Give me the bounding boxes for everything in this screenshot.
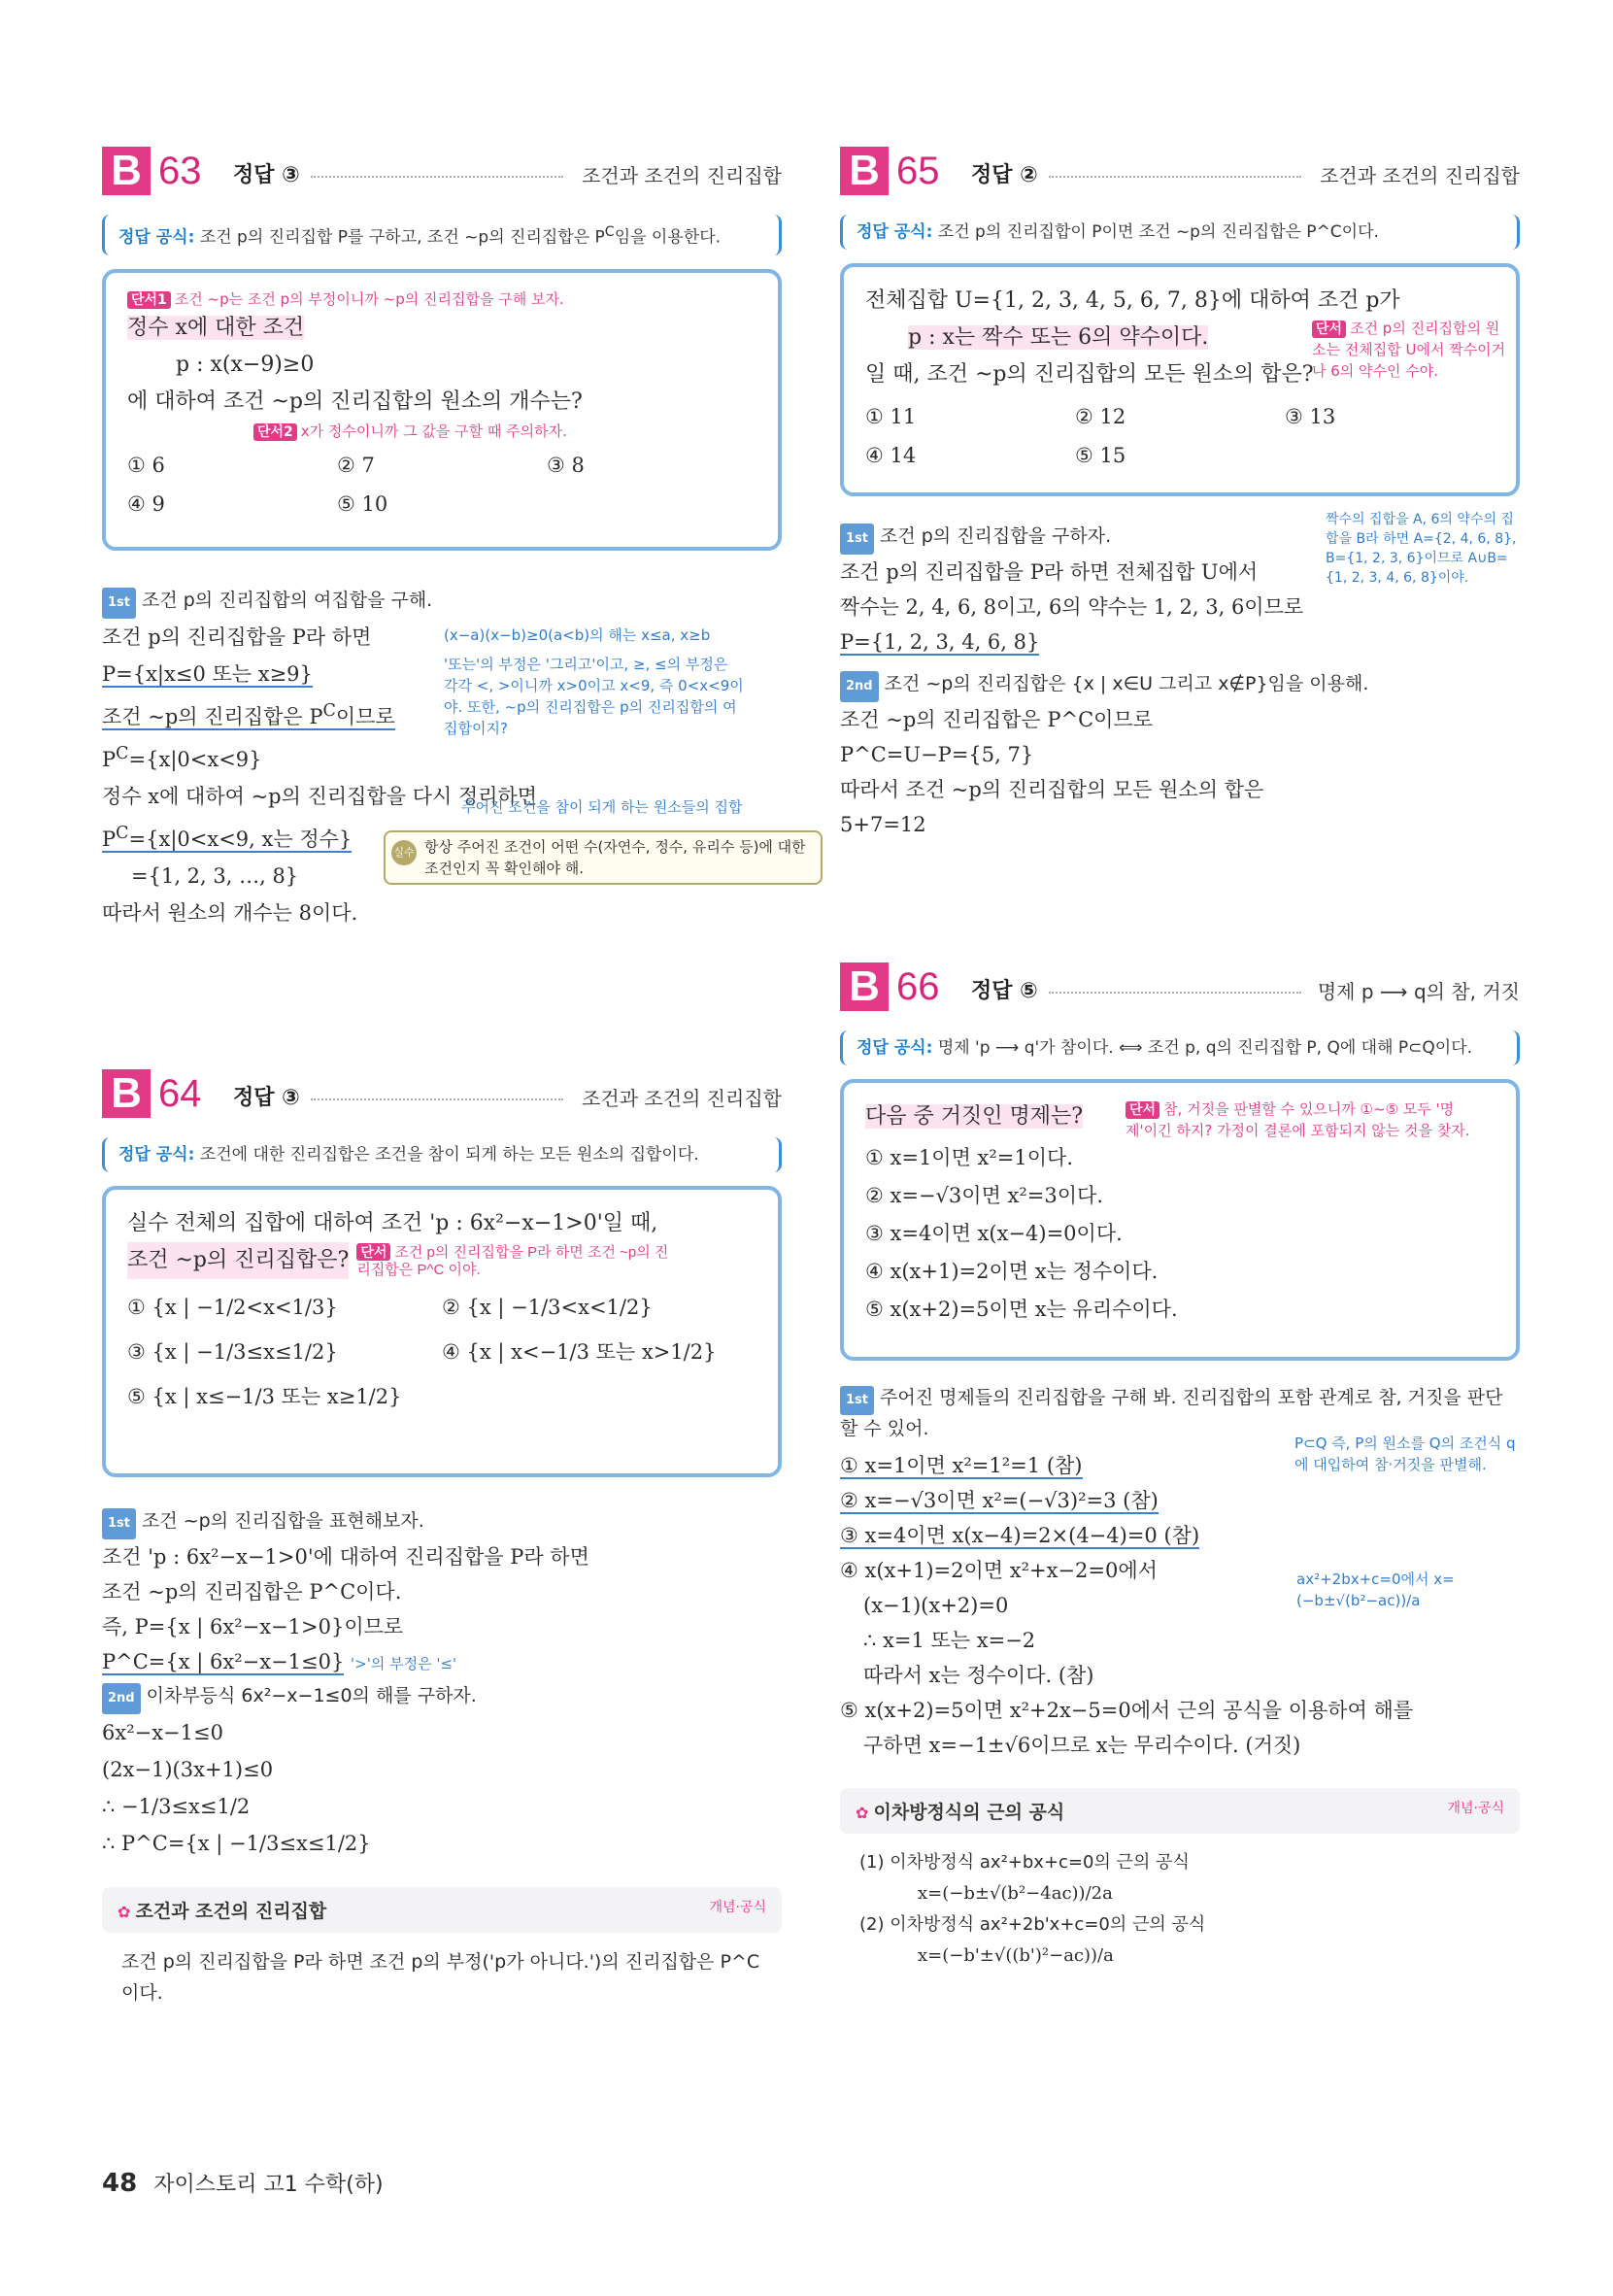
hint-tag: 단서 xyxy=(1126,1101,1159,1119)
choice-4[interactable]: ④ 9 xyxy=(127,491,165,516)
hint-text: 조건 p의 진리집합의 원소는 전체집합 U에서 짝수이거나 6의 약수인 수야. xyxy=(1312,320,1506,380)
sol-line: ∴ −1/3≤x≤1/2 xyxy=(102,1795,251,1818)
concept-body: 조건 p의 진리집합을 P라 하면 조건 p의 부정('p가 아니다.')의 진리집합은 P^C이다. xyxy=(121,1951,760,2004)
question-line-3: 일 때, 조건 ~p의 진리집합의 모든 원소의 합은? xyxy=(865,362,1314,387)
question-line-2: p : x는 짝수 또는 6의 약수이다. xyxy=(908,325,1209,350)
answer-formula xyxy=(840,215,1520,250)
step-title: 이차부등식 6x²−x−1≤0의 해를 구하자. xyxy=(146,1685,477,1706)
sol-line: ∴ x=1 또는 x=−2 xyxy=(863,1629,1036,1652)
problem-number: 64 xyxy=(158,1072,202,1115)
solution xyxy=(102,586,806,931)
sol-sup: C xyxy=(116,823,129,843)
answer-formula xyxy=(102,215,782,255)
side-note: '>'의 부정은 '≤' xyxy=(351,1655,457,1672)
formula-text-end: 임을 이용한다. xyxy=(614,227,722,248)
sol-line: ={1, 2, 3, …, 8} xyxy=(131,863,299,888)
formula-text: 조건에 대한 진리집합은 조건을 참이 되게 하는 모든 원소의 집합이다. xyxy=(199,1145,699,1165)
choice-5[interactable]: ⑤ 15 xyxy=(1075,444,1126,467)
question-text xyxy=(127,1205,756,1279)
sol-line: ∴ P^C={x | −1/3≤x≤1/2} xyxy=(102,1832,371,1855)
choice-2[interactable]: ② 7 xyxy=(337,453,375,477)
choice-5[interactable]: ⑤ {x | x≤−1/3 또는 x≥1/2} xyxy=(127,1385,402,1408)
choice-5[interactable]: ⑤ x(x+2)=5이면 x는 유리수이다. xyxy=(865,1298,1178,1321)
choice-3[interactable]: ③ 13 xyxy=(1285,405,1336,428)
step-title: 조건 p의 진리집합을 구하자. xyxy=(880,525,1112,547)
concept-title: 조건과 조건의 진리집합 xyxy=(135,1901,327,1922)
choice-4[interactable]: ④ {x | x<−1/3 또는 x>1/2} xyxy=(442,1340,717,1364)
question-box xyxy=(102,269,782,551)
sol-line: P={1, 2, 3, 4, 6, 8} xyxy=(840,630,1040,654)
dotted-leader xyxy=(311,176,563,178)
sol-line: ⑤ x(x+2)=5이면 x²+2x−5=0에서 근의 공식을 이용하여 해를 xyxy=(840,1699,1414,1722)
book-title: 자이스토리 고1 수학(하) xyxy=(153,2173,384,2197)
step-title: 주어진 명제들의 진리집합을 구해 봐. 진리집합의 포함 관계로 참, 거짓을 판단할 수 있어. xyxy=(840,1387,1503,1439)
sol-line: 즉, P={x | 6x²−x−1>0}이므로 xyxy=(102,1615,404,1638)
sol-line: 조건 'p : 6x²−x−1>0'에 대하여 진리집합을 P라 하면 xyxy=(102,1545,589,1569)
dotted-leader xyxy=(1049,176,1301,178)
answer-formula xyxy=(840,1030,1520,1065)
question-box xyxy=(840,263,1520,496)
sol-line: P^C=U−P={5, 7} xyxy=(840,743,1034,766)
question-line-1: 다음 중 거짓인 명제는? xyxy=(865,1104,1084,1129)
solution-lines-1 xyxy=(102,1539,782,1679)
sol-line-end: 이므로 xyxy=(335,704,395,728)
concept-formula-1: x=(−b±√(b²−4ac))/2a xyxy=(918,1883,1113,1904)
section-badge: B xyxy=(840,147,889,195)
formula-label: 정답 공식: xyxy=(118,1145,195,1165)
concept-box xyxy=(840,1788,1520,1985)
choice-5[interactable]: ⑤ 10 xyxy=(337,491,388,516)
side-note: 짝수의 집합을 A, 6의 약수의 집합을 B라 하면 A={2, 4, 6, 8}, B={1, 2, 3, 6}이므로 A∪B={1, 2, 3, 4, 6, 8}이야. xyxy=(1326,512,1517,586)
concept-item-2: (2) 이차방정식 ax²+2b'x+c=0의 근의 공식 xyxy=(859,1914,1206,1935)
formula-label: 정답 공식: xyxy=(857,1038,933,1058)
choice-2[interactable]: ② 12 xyxy=(1075,405,1126,428)
section-badge: B xyxy=(102,1069,151,1118)
answer-label: 정답 ③ xyxy=(233,1086,300,1110)
choice-1[interactable]: ① 6 xyxy=(127,453,165,477)
question-box xyxy=(102,1186,782,1477)
section-badge: B xyxy=(840,962,889,1011)
step-tag: 1st xyxy=(102,1508,136,1539)
hint-text: 조건 ~p는 조건 p의 부정이니까 ~p의 진리집합을 구해 보자. xyxy=(174,289,564,308)
flower-icon: ✿ xyxy=(856,1804,869,1822)
solution xyxy=(102,1506,782,2022)
sol-line-end: ={x|0<x<9, x는 정수} xyxy=(128,827,353,851)
step-title: 조건 ~p의 진리집합을 표현해보자. xyxy=(142,1510,424,1532)
topic-label: 조건과 조건의 진리집합 xyxy=(582,1087,782,1110)
flower-icon: ✿ xyxy=(118,1903,131,1921)
hint-text-2: x가 정수이니까 그 값을 구할 때 주의하자. xyxy=(300,422,567,440)
hint-tag: 단서 xyxy=(1312,321,1346,338)
sol-sup: C xyxy=(116,743,129,763)
problem-header xyxy=(102,141,782,201)
problem-header xyxy=(840,141,1520,201)
mistake-text: 항상 주어진 조건이 어떤 수(자연수, 정수, 유리수 등)에 대한 조건인지 꼭 확인해야 해. xyxy=(424,837,806,877)
topic-label: 조건과 조건의 진리집합 xyxy=(582,164,782,187)
sol-line: (2x−1)(3x+1)≤0 xyxy=(102,1758,274,1781)
sol-line: 조건 ~p의 진리집합은 P xyxy=(102,704,323,728)
problem-number: 63 xyxy=(158,150,202,192)
concept-title: 이차방정식의 근의 공식 xyxy=(873,1802,1065,1823)
problem-b66 xyxy=(840,957,1520,1985)
problem-b63 xyxy=(102,141,806,931)
choice-3[interactable]: ③ 8 xyxy=(547,453,585,477)
sol-line: ② x=−√3이면 x²=(−√3)²=3 (참) xyxy=(840,1489,1159,1512)
dotted-leader xyxy=(1049,992,1301,994)
sol-line: ③ x=4이면 x(x−4)=2×(4−4)=0 (참) xyxy=(840,1524,1200,1547)
mistake-note xyxy=(384,830,823,885)
step-title: 조건 ~p의 진리집합은 {x | x∈U 그리고 x∉P}임을 이용해. xyxy=(884,673,1369,694)
question-line-2: p : x(x−9)≥0 xyxy=(176,352,315,377)
side-note-1: P⊂Q 즉, P의 원소를 Q의 조건식 q에 대입하여 참·거짓을 판별해. xyxy=(1294,1435,1516,1473)
choice-4[interactable]: ④ 14 xyxy=(865,444,917,467)
question-box xyxy=(840,1079,1520,1361)
formula-text: 명제 'p ⟶ q'가 참이다. ⟺ 조건 p, q의 진리집합 P, Q에 대해 P⊂Q이다. xyxy=(937,1038,1473,1058)
sol-line: ① x=1이면 x²=1²=1 (참) xyxy=(840,1454,1083,1477)
sol-line-end: ={x|0<x<9} xyxy=(128,747,262,771)
sol-line: 6x²−x−1≤0 xyxy=(102,1721,223,1744)
question-line-1: 전체집합 U={1, 2, 3, 4, 5, 6, 7, 8}에 대하여 조건 p가 xyxy=(865,288,1400,313)
side-note-2: ax²+2bx+c=0에서 x=(−b±√(b²−ac))/a xyxy=(1296,1570,1455,1609)
concept-tag: 개념·공식 xyxy=(709,1900,766,1915)
formula-text: 조건 p의 진리집합 P를 구하고, 조건 ~p의 진리집합은 P xyxy=(199,227,605,248)
concept-box xyxy=(102,1887,782,2022)
step-title: 조건 p의 진리집합의 여집합을 구해. xyxy=(142,589,433,611)
step-tag: 1st xyxy=(840,1386,874,1415)
mistake-icon: 실수 xyxy=(391,840,417,865)
choice-list xyxy=(127,446,756,523)
choice-1[interactable]: ① {x | −1/2<x<1/3} xyxy=(127,1296,338,1319)
sol-line: 조건 p의 진리집합을 P라 하면 xyxy=(102,625,372,649)
sol-line: P={x|x≤0 또는 x≥9} xyxy=(102,661,313,686)
choice-3[interactable]: ③ x=4이면 x(x−4)=0이다. xyxy=(865,1222,1123,1245)
choice-2[interactable]: ② x=−√3이면 x²=3이다. xyxy=(865,1184,1103,1207)
hint-tag: 단서1 xyxy=(127,291,171,309)
step-tag: 1st xyxy=(102,588,136,619)
dotted-leader xyxy=(311,1098,563,1100)
concept-item-1: (1) 이차방정식 ax²+bx+c=0의 근의 공식 xyxy=(859,1852,1190,1873)
section-badge: B xyxy=(102,147,151,195)
question-line-1: 정수 x에 대한 조건 xyxy=(127,315,305,340)
sol-line: 따라서 x는 정수이다. (참) xyxy=(863,1664,1094,1687)
solution xyxy=(840,512,1520,842)
problem-b64 xyxy=(102,1064,782,2022)
problem-header xyxy=(840,957,1520,1017)
step-tag: 2nd xyxy=(840,671,879,702)
sol-line: P xyxy=(102,747,117,771)
choice-1[interactable]: ① 11 xyxy=(865,405,917,428)
answer-formula xyxy=(102,1137,782,1172)
formula-text: 조건 p의 진리집합이 P이면 조건 ~p의 진리집합은 P^C이다. xyxy=(937,222,1379,242)
problem-number: 66 xyxy=(896,965,940,1008)
topic-label: 조건과 조건의 진리집합 xyxy=(1320,164,1520,187)
topic-label: 명제 p ⟶ q의 참, 거짓 xyxy=(1317,980,1520,1003)
solution xyxy=(840,1384,1520,1985)
concept-body xyxy=(840,1834,1520,1985)
sol-line: 조건 p의 진리집합을 P라 하면 전체집합 U에서 xyxy=(840,560,1259,584)
hint-tag: 단서 xyxy=(356,1243,390,1261)
solution-lines-2 xyxy=(102,1714,782,1862)
sol-line: 따라서 원소의 개수는 8이다. xyxy=(102,900,358,925)
choice-2[interactable]: ② {x | −1/3<x<1/2} xyxy=(442,1296,653,1319)
formula-label: 정답 공식: xyxy=(857,222,933,242)
step-tag: 2nd xyxy=(102,1683,141,1714)
sol-line: 조건 ~p의 진리집합은 P^C이다. xyxy=(102,1580,402,1604)
page-number: 48 xyxy=(102,2169,138,2198)
hint-text: 참, 거짓을 판별할 수 있으니까 ①~⑤ 모두 '명제'이긴 하지? 가정이 결론에 포함되지 않는 것을 찾자. xyxy=(1126,1100,1470,1139)
hint-tag-2: 단서2 xyxy=(253,423,297,441)
step-tag: 1st xyxy=(840,523,874,555)
formula-sup: C xyxy=(604,224,615,240)
solution-lines-1 xyxy=(840,555,1335,659)
solution-lines xyxy=(102,619,538,931)
choice-3[interactable]: ③ {x | −1/3≤x≤1/2} xyxy=(127,1340,338,1364)
choice-1[interactable]: ① x=1이면 x²=1이다. xyxy=(865,1146,1074,1169)
choice-list xyxy=(127,1285,756,1419)
question-line-1: 실수 전체의 집합에 대하여 조건 'p : 6x²−x−1>0'일 때, xyxy=(127,1211,658,1235)
sol-sup: C xyxy=(322,700,336,721)
sol-line: 5+7=12 xyxy=(840,813,926,836)
problem-b65 xyxy=(840,141,1520,842)
problem-header xyxy=(102,1064,782,1124)
sol-line: P^C={x | 6x²−x−1≤0} xyxy=(102,1650,345,1673)
answer-label: 정답 ③ xyxy=(233,163,300,187)
side-note-1: (x−a)(x−b)≥0(a<b)의 해는 x≤a, x≥b xyxy=(444,625,711,644)
sol-line: P xyxy=(102,827,117,851)
question-line-3: 에 대하여 조건 ~p의 진리집합의 원소의 개수는? xyxy=(127,388,583,414)
side-note-2: '또는'의 부정은 '그리고'이고, ≥, ≤의 부정은 각각 <, >이니까 x>0이고 x<9, 즉 0<x<9이야. 또한, ~p의 진리집합은 p의 진리집합의 여집합이지? xyxy=(444,655,744,737)
concept-tag: 개념·공식 xyxy=(1447,1801,1504,1816)
sol-line: 따라서 조건 ~p의 진리집합의 모든 원소의 합은 xyxy=(840,778,1264,801)
sol-line: 짝수는 2, 4, 6, 8이고, 6의 약수는 1, 2, 3, 6이므로 xyxy=(840,595,1304,619)
sol-line: 조건 ~p의 진리집합은 P^C이므로 xyxy=(840,708,1154,731)
sol-line: 구하면 x=−1±√6이므로 x는 무리수이다. (거짓) xyxy=(863,1734,1301,1757)
sol-line: (x−1)(x+2)=0 xyxy=(863,1594,1009,1617)
formula-label: 정답 공식: xyxy=(118,227,195,248)
choice-list xyxy=(865,397,1495,475)
sol-line: 정수 x에 대하여 ~p의 진리집합을 다시 정리하면 xyxy=(102,784,538,808)
page-footer xyxy=(102,2168,384,2198)
answer-label: 정답 ② xyxy=(971,163,1038,187)
question-line-2: 조건 ~p의 진리집합은? xyxy=(127,1242,349,1279)
question-text xyxy=(127,310,756,421)
sol-line: ④ x(x+1)=2이면 x²+x−2=0에서 xyxy=(840,1559,1158,1582)
side-note-3: 주어진 조건을 참이 되게 하는 원소들의 집합 xyxy=(461,797,743,816)
solution-lines-2 xyxy=(840,702,1520,842)
hint-text: 조건 p의 진리집합을 P라 하면 조건 ~p의 진리집합은 P^C 이야. xyxy=(356,1243,669,1278)
choice-4[interactable]: ④ x(x+1)=2이면 x는 정수이다. xyxy=(865,1260,1159,1283)
problem-number: 65 xyxy=(896,150,940,192)
concept-formula-2: x=(−b'±√((b')²−ac))/a xyxy=(918,1945,1114,1966)
choice-list xyxy=(865,1139,1495,1329)
answer-label: 정답 ⑤ xyxy=(971,979,1038,1003)
